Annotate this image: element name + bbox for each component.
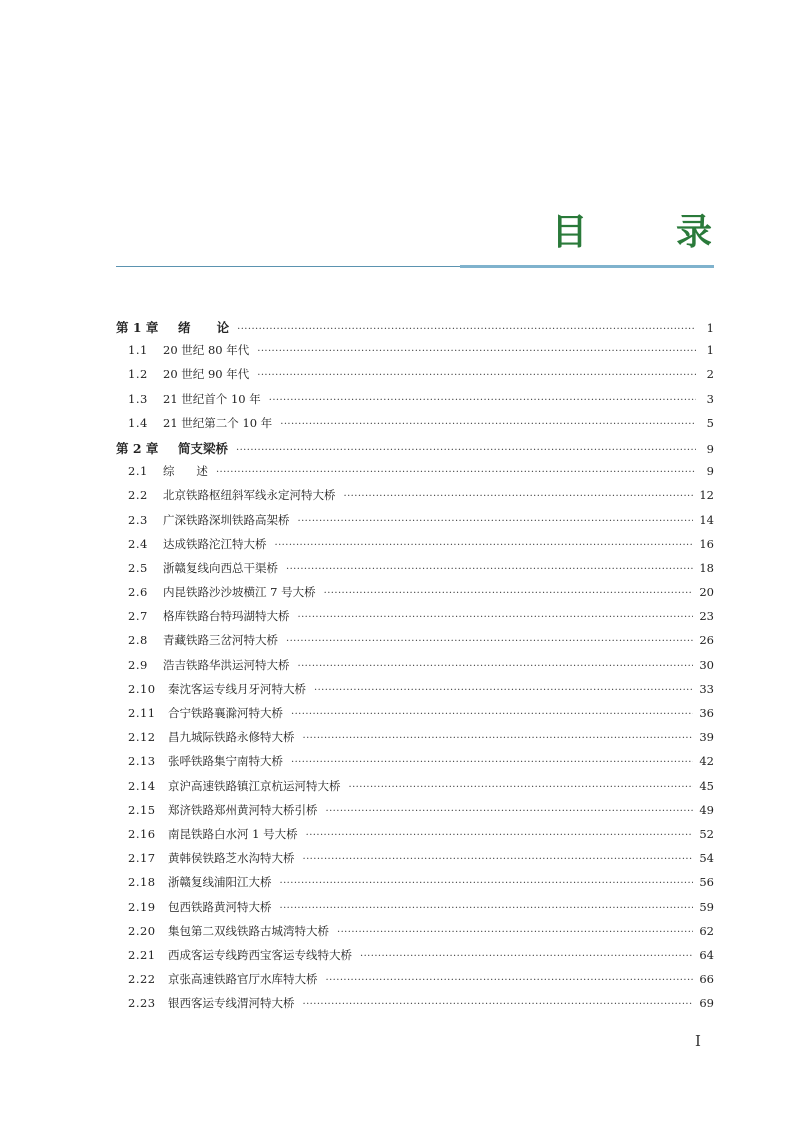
toc-dot-leader <box>275 540 694 551</box>
toc-entry-title: 浙赣复线浦阳江大桥 <box>168 875 272 890</box>
page-title: 目 录 <box>551 211 750 253</box>
toc-entry-number: 第 2 章 <box>116 440 159 456</box>
toc-section-entry[interactable] <box>116 560 714 584</box>
toc-dot-leader <box>303 733 694 744</box>
toc-entry-number: 2.16 <box>128 826 156 841</box>
toc-section-entry[interactable] <box>116 657 714 681</box>
toc-dot-leader <box>360 951 693 962</box>
toc-entry-title: 内昆铁路沙沙坡横江 7 号大桥 <box>163 585 316 600</box>
toc-entry-title: 20 世纪 90 年代 <box>163 367 250 382</box>
toc-dot-leader <box>337 927 693 938</box>
toc-entry-number: 2.5 <box>128 560 148 575</box>
toc-entry-page: 30 <box>699 657 714 672</box>
toc-section-entry[interactable] <box>116 608 714 632</box>
toc-section-entry[interactable] <box>116 415 714 439</box>
toc-dot-leader <box>237 324 696 335</box>
toc-entry-title: 浙赣复线向西总干渠桥 <box>163 560 278 575</box>
toc-entry-page: 56 <box>699 875 714 890</box>
toc-entry-title: 广深铁路深圳铁路高架桥 <box>163 512 290 527</box>
toc-entry-page: 52 <box>699 826 714 841</box>
toc-section-entry[interactable] <box>116 778 714 802</box>
title-rule-thick <box>460 265 714 268</box>
toc-entry-page: 9 <box>706 464 714 479</box>
toc-entry-number: 2.15 <box>128 802 156 817</box>
toc-entry-number: 2.11 <box>128 706 156 720</box>
toc-dot-leader <box>326 806 694 817</box>
toc-entry-page: 45 <box>699 778 714 793</box>
toc-dot-leader <box>298 661 694 672</box>
toc-entry-page: 5 <box>706 415 714 430</box>
toc-section-entry[interactable] <box>116 753 714 777</box>
toc-entry-page: 64 <box>699 947 714 962</box>
toc-entry-number: 2.12 <box>128 730 156 745</box>
toc-entry-number: 2.13 <box>128 754 156 769</box>
toc-section-entry[interactable] <box>116 536 714 560</box>
toc-entry-number: 2.23 <box>128 996 156 1011</box>
toc-dot-leader <box>216 467 696 478</box>
toc-dot-leader <box>236 445 696 456</box>
toc-entry-number: 1.2 <box>128 367 148 382</box>
toc-section-entry[interactable] <box>116 342 714 366</box>
toc-dot-leader <box>286 636 693 647</box>
toc-entry-page: 1 <box>706 321 714 335</box>
toc-section-entry[interactable] <box>116 584 714 608</box>
toc-section-entry[interactable] <box>116 705 714 729</box>
toc-entry-page: 14 <box>699 512 714 527</box>
toc-dot-leader <box>306 830 694 841</box>
toc-entry-page: 18 <box>699 560 714 575</box>
toc-entry-number: 2.1 <box>128 464 148 479</box>
toc-dot-leader <box>257 346 696 357</box>
toc-entry-page: 1 <box>706 343 714 358</box>
title-rule-thin <box>116 266 460 267</box>
toc-entry-number: 2.7 <box>128 609 148 624</box>
toc-entry-number: 2.20 <box>128 923 156 938</box>
toc-dot-leader <box>298 612 694 623</box>
toc-entry-page: 39 <box>699 730 714 745</box>
toc-entry-title: 银西客运专线渭河特大桥 <box>168 996 295 1011</box>
toc-entry-title: 昌九城际铁路永修特大桥 <box>168 730 295 745</box>
toc-entry-page: 42 <box>699 754 714 769</box>
toc-dot-leader <box>314 685 693 696</box>
toc-section-entry[interactable] <box>116 391 714 415</box>
toc-section-entry[interactable] <box>116 850 714 874</box>
toc-entry-title: 绪 论 <box>178 320 230 335</box>
toc-entry-title: 21 世纪第二个 10 年 <box>163 415 273 430</box>
toc-entry-number: 2.9 <box>128 657 148 672</box>
toc-entry-title: 浩吉铁路华洪运河特大桥 <box>163 657 290 672</box>
toc-entry-page: 16 <box>699 536 714 551</box>
toc-entry-page: 62 <box>699 923 714 938</box>
toc-section-entry[interactable] <box>116 874 714 898</box>
toc-entry-title: 合宁铁路襄滁河特大桥 <box>168 706 283 720</box>
toc-entry-title: 20 世纪 80 年代 <box>163 343 250 358</box>
toc-dot-leader <box>257 370 696 381</box>
toc-dot-leader <box>298 516 694 527</box>
toc-entry-page: 26 <box>699 633 714 648</box>
toc-entry-title: 京张高速铁路官厅水库特大桥 <box>168 972 318 987</box>
toc-entry-title: 集包第二双线铁路古城湾特大桥 <box>168 923 329 938</box>
toc-entry-title: 张呼铁路集宁南特大桥 <box>168 754 283 769</box>
toc-entry-page: 59 <box>699 899 714 914</box>
toc-entry-number: 2.2 <box>128 488 148 503</box>
toc-entry-number: 2.22 <box>128 972 156 987</box>
toc-entry-number: 2.21 <box>128 947 156 962</box>
toc-entry-title: 青藏铁路三岔河特大桥 <box>163 633 278 648</box>
toc-section-entry[interactable] <box>116 947 714 971</box>
toc-entry-page: 54 <box>699 851 714 866</box>
toc-entry-number: 2.6 <box>128 585 148 600</box>
toc-section-entry[interactable] <box>116 463 714 487</box>
toc-entry-number: 2.19 <box>128 899 156 914</box>
toc-entry-page: 69 <box>699 996 714 1011</box>
toc-entry-page: 33 <box>699 681 714 696</box>
toc-entry-title: 秦沈客运专线月牙河特大桥 <box>168 681 306 696</box>
toc-entry-page: 23 <box>699 609 714 624</box>
toc-entry-title: 郑济铁路郑州黄河特大桥引桥 <box>168 802 318 817</box>
toc-section-entry[interactable] <box>116 512 714 536</box>
toc-chapter-entry[interactable] <box>116 439 714 463</box>
toc-dot-leader <box>291 709 693 720</box>
toc-entry-title: 21 世纪首个 10 年 <box>163 391 261 406</box>
toc-entry-number: 2.14 <box>128 778 156 793</box>
toc-section-entry[interactable] <box>116 366 714 390</box>
toc-entry-title: 西成客运专线跨西宝客运专线特大桥 <box>168 947 352 962</box>
toc-section-entry[interactable] <box>116 826 714 850</box>
toc-dot-leader <box>291 757 693 768</box>
toc-dot-leader <box>286 564 693 575</box>
toc-entry-number: 1.1 <box>128 343 148 358</box>
toc-entry-title: 南昆铁路白水河 1 号大桥 <box>168 826 298 841</box>
toc-dot-leader <box>280 903 694 914</box>
toc-section-entry[interactable] <box>116 681 714 705</box>
toc-entry-page: 66 <box>699 972 714 987</box>
page-number: I <box>695 1032 701 1050</box>
toc-section-entry[interactable] <box>116 487 714 511</box>
toc-section-entry[interactable] <box>116 971 714 995</box>
toc-entry-title: 包西铁路黄河特大桥 <box>168 899 272 914</box>
toc-section-entry[interactable] <box>116 729 714 753</box>
toc-dot-leader <box>303 999 694 1010</box>
toc-entry-page: 9 <box>706 441 714 456</box>
toc-dot-leader <box>344 491 694 502</box>
toc-entry-page: 3 <box>706 391 714 406</box>
toc-section-entry[interactable] <box>116 923 714 947</box>
toc-entry-number: 2.17 <box>128 851 156 866</box>
toc-dot-leader <box>269 395 696 406</box>
toc-dot-leader <box>324 588 694 599</box>
toc-dot-leader <box>326 975 694 986</box>
table-of-contents <box>116 318 714 1019</box>
toc-entry-number: 2.4 <box>128 536 148 551</box>
toc-entry-title: 黄韩侯铁路芝水沟特大桥 <box>168 851 295 866</box>
toc-section-entry[interactable] <box>116 995 714 1019</box>
toc-dot-leader <box>280 419 696 430</box>
toc-entry-page: 2 <box>706 367 714 382</box>
toc-entry-title: 综 述 <box>163 464 208 479</box>
toc-entry-number: 2.10 <box>128 681 156 696</box>
toc-entry-number: 2.8 <box>128 633 148 648</box>
toc-entry-number: 2.3 <box>128 512 148 527</box>
toc-entry-title: 简支梁桥 <box>178 440 229 456</box>
toc-entry-page: 12 <box>699 488 714 503</box>
toc-section-entry[interactable] <box>116 899 714 923</box>
toc-dot-leader <box>303 854 694 865</box>
toc-entry-page: 49 <box>699 802 714 817</box>
toc-entry-number: 1.3 <box>128 391 148 406</box>
toc-entry-page: 20 <box>699 585 714 600</box>
toc-section-entry[interactable] <box>116 802 714 826</box>
toc-entry-title: 达成铁路沱江特大桥 <box>163 536 267 551</box>
toc-entry-number: 第 1 章 <box>116 320 159 335</box>
toc-chapter-entry[interactable] <box>116 318 714 342</box>
toc-entry-number: 1.4 <box>128 415 148 430</box>
toc-entry-page: 36 <box>699 706 714 720</box>
toc-entry-title: 北京铁路枢纽斜军线永定河特大桥 <box>163 488 336 503</box>
toc-entry-title: 格库铁路台特玛湖特大桥 <box>163 609 290 624</box>
toc-section-entry[interactable] <box>116 632 714 656</box>
toc-entry-number: 2.18 <box>128 875 156 890</box>
toc-dot-leader <box>280 878 694 889</box>
toc-entry-title: 京沪高速铁路镇江京杭运河特大桥 <box>168 778 341 793</box>
toc-dot-leader <box>349 782 694 793</box>
